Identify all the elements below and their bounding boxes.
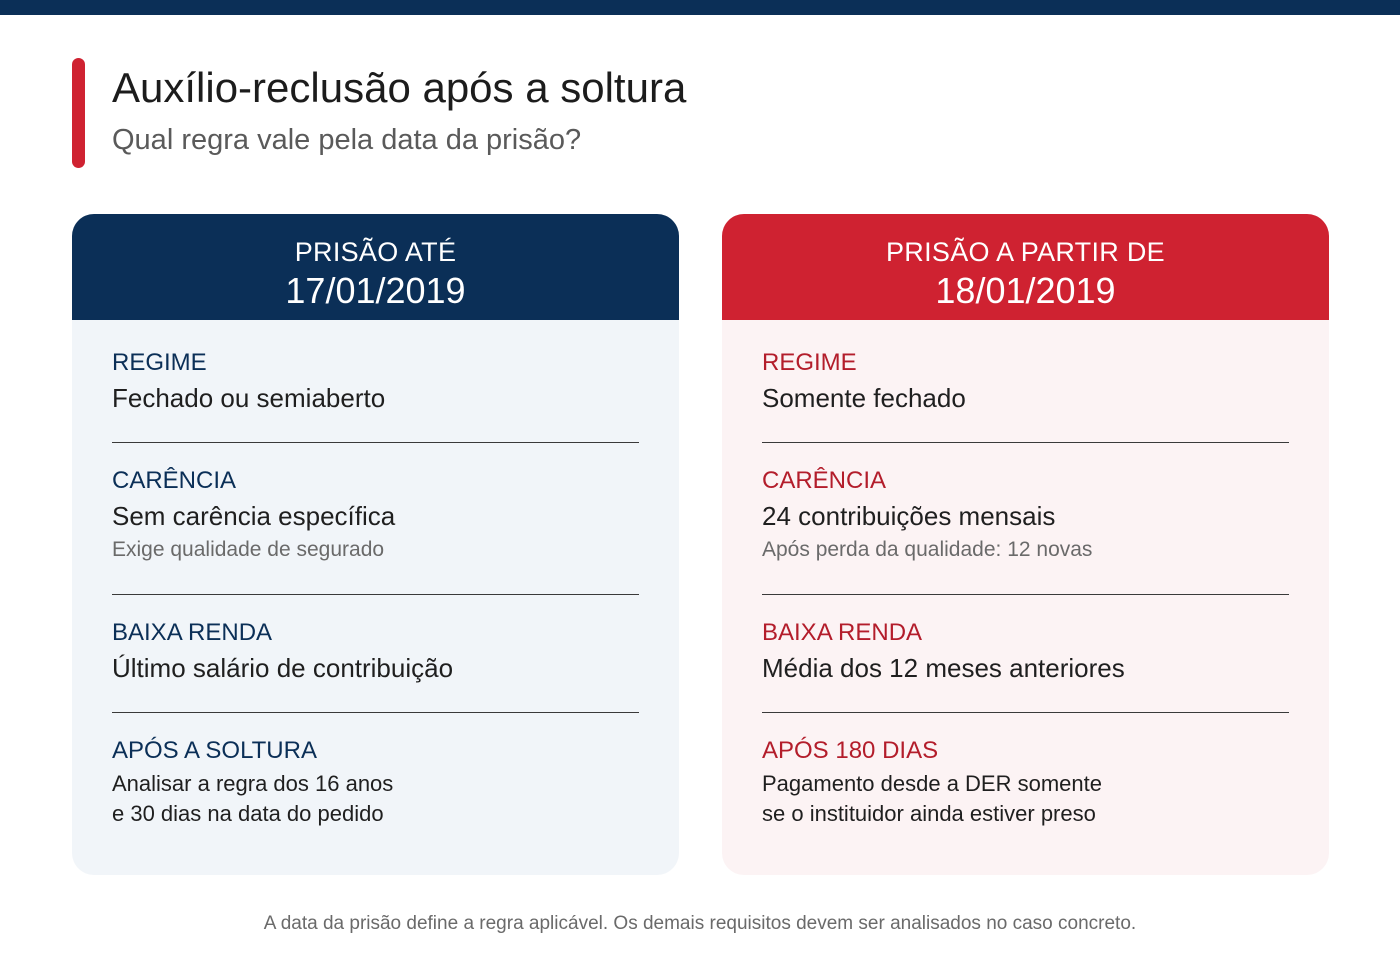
- after-label: APÓS 180 DIAS: [762, 737, 939, 764]
- baixa-renda-section: [762, 618, 1289, 684]
- carencia-section: [112, 466, 639, 564]
- divider: [112, 712, 639, 713]
- card-after-header-label: PRISÃO A PARTIR DE: [886, 237, 1165, 267]
- after-text: [762, 769, 1289, 829]
- footer-note: A data da prisão define a regra aplicável. Os demais requisitos devem ser analisados no caso concreto.: [263, 913, 1137, 934]
- baixa-renda-label: BAIXA RENDA: [762, 619, 923, 646]
- carencia-value: Sem carência específica: [112, 501, 396, 531]
- card-before-header: [72, 214, 679, 320]
- after-text: [112, 769, 639, 829]
- carencia-label: CARÊNCIA: [762, 467, 887, 494]
- carencia-note: Após perda da qualidade: 12 novas: [762, 538, 1093, 561]
- card-before-header-date: 17/01/2019: [285, 270, 466, 311]
- card-before: [72, 214, 679, 875]
- divider: [112, 594, 639, 595]
- card-before-header-label: PRISÃO ATÉ: [294, 237, 457, 267]
- carencia-note: Exige qualidade de segurado: [112, 538, 385, 561]
- after-text-line: se o instituidor ainda estiver preso: [762, 801, 1096, 826]
- divider: [762, 594, 1289, 595]
- regime-label: REGIME: [762, 349, 857, 376]
- carencia-section: [762, 466, 1289, 564]
- after-text-line: Pagamento desde a DER somente: [762, 771, 1102, 796]
- after-label: APÓS A SOLTURA: [112, 737, 317, 764]
- after-text-line: e 30 dias na data do pedido: [112, 801, 384, 826]
- accent-stripe: [72, 58, 85, 168]
- divider: [762, 442, 1289, 443]
- divider: [762, 712, 1289, 713]
- page-subtitle: Qual regra vale pela data da prisão?: [112, 124, 582, 156]
- carencia-value: 24 contribuições mensais: [762, 501, 1056, 531]
- card-after: [722, 214, 1329, 875]
- top-bar: [0, 0, 1400, 15]
- regime-value: Fechado ou semiaberto: [112, 383, 386, 413]
- regime-label: REGIME: [112, 349, 207, 376]
- after-section: [762, 736, 1289, 829]
- divider: [112, 442, 639, 443]
- carencia-label: CARÊNCIA: [112, 467, 237, 494]
- regime-section: [762, 348, 1289, 414]
- regime-section: [112, 348, 639, 414]
- baixa-renda-label: BAIXA RENDA: [112, 619, 273, 646]
- after-section: [112, 736, 639, 829]
- baixa-renda-value: Média dos 12 meses anteriores: [762, 653, 1125, 683]
- page-title: Auxílio-reclusão após a soltura: [112, 64, 687, 111]
- regime-value: Somente fechado: [762, 383, 966, 413]
- card-after-header: [722, 214, 1329, 320]
- baixa-renda-value: Último salário de contribuição: [112, 653, 454, 683]
- baixa-renda-section: [112, 618, 639, 684]
- after-text-line: Analisar a regra dos 16 anos: [112, 771, 394, 796]
- card-after-header-date: 18/01/2019: [935, 270, 1116, 311]
